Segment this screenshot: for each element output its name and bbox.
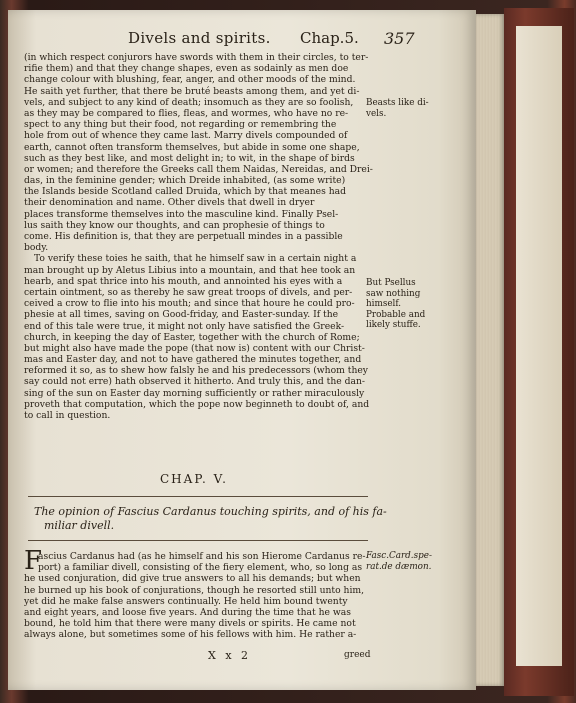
body-line: vels, and subject to any kind of death; insomuch as they are so foolish, <box>24 96 354 108</box>
body-line: ascius Cardanus had (as he himself and his son Hierome Cardanus re- <box>38 551 366 562</box>
margin-note-2-line: saw nothing <box>366 288 421 299</box>
body-line: church, in keeping the day of Easter, together with the church of Rome; <box>24 331 360 343</box>
body-line: phesie at all times, saving on Good-friday, and Easter-sunday. If the <box>24 309 339 321</box>
body-line: hole from out of whence they came last. Marry divels compounded of <box>24 130 348 142</box>
section-title-line1: The opinion of Fascius Cardanus touching spirits, and of his fa- <box>34 505 387 518</box>
page-stack-edge <box>476 14 504 686</box>
chapter-label: Chap.5. <box>300 29 359 47</box>
body-line: lus saith they know our thoughts, and can prophesie of things to <box>24 219 325 231</box>
signature-mark: X x 2 <box>208 649 252 662</box>
page-number: 357 <box>384 29 415 48</box>
body-line: das, in the feminine gender; which Dreide inhabited, (as some write) <box>24 175 346 187</box>
margin-note-2-line: likely stuffe. <box>366 320 421 331</box>
margin-note-1-line1: Beasts like di- <box>366 98 429 108</box>
body-line: (in which respect conjurors have swords with them in their circles, to ter- <box>24 52 369 63</box>
body-line: ceived a crow to flie into his mouth; and since that houre he could pro- <box>24 298 355 310</box>
chapter-heading: CHAP. V. <box>160 472 228 486</box>
body-line: he burned up his book of conjurations, though he resorted still unto him, <box>24 584 365 596</box>
margin-note-2 <box>366 278 425 331</box>
body-line: reformed it so, as to shew how falsly he and his predecessors (whom they <box>24 365 368 377</box>
running-title: Divels and spirits. <box>128 29 271 47</box>
body-line: port) a familiar divell, consisting of the fiery element, who, so long as <box>38 562 363 574</box>
body-line: he used conjuration, did give true answers to all his demands; but when <box>24 573 361 585</box>
margin-note-3-line: Fasc.Card.spe- <box>366 551 432 561</box>
body-line: He saith yet further, that there be bruté beasts among them, and yet di- <box>24 85 360 97</box>
body-line: the Islands beside Scotland called Druida, which by that meanes had <box>24 186 347 198</box>
body-line: spect to any thing but their food, not regarding or remembring the <box>24 119 337 131</box>
body-line: but might also have made the pope (that now is) content with our Christ- <box>24 342 365 354</box>
section-title-line2: miliar divell. <box>44 519 115 532</box>
body-line: places transforme themselves into the masculine kind. Finally Psel- <box>24 208 339 220</box>
margin-note-3-line: rat.de dæmon. <box>366 561 432 572</box>
body-line: man brought up by Aletus Libius into a mountain, and that hee took an <box>24 264 356 276</box>
body-line: earth, cannot often transform themselves, but abide in some one shape, <box>24 141 360 153</box>
body-line: rifie them) and that they change shapes, even as sodainly as men doe <box>24 63 349 75</box>
body-line: as they may be compared to flies, fleas, and wormes, who have no re- <box>24 107 349 119</box>
body-line: their denomination and name. Other divels that dwell in dryer <box>24 197 315 209</box>
body-line: To verify these toies he saith, that he himself saw in a certain night a <box>34 253 357 265</box>
rule-bottom <box>28 540 368 541</box>
body-line: come. His definition is, that they are perpetuall mindes in a passible <box>24 231 343 242</box>
body-line: say could not erre) hath observed it hitherto. And truly this, and the dan- <box>24 376 365 388</box>
body-line: sing of the sun on Easter day morning sufficiently or rather miraculously <box>24 387 365 399</box>
margin-note-3 <box>366 551 432 572</box>
body-line: body. <box>24 242 49 254</box>
margin-note-1 <box>366 98 429 119</box>
body-text-bottom <box>24 551 366 641</box>
section-title <box>34 505 387 533</box>
drop-cap: F <box>24 546 43 576</box>
body-line: to call in question. <box>24 410 111 421</box>
body-line: such as they best like, and most delight in; to wit, in the shape of birds <box>24 152 355 164</box>
body-line: hearb, and spat thrice into his mouth, and annointed his eyes with a <box>24 275 343 287</box>
margin-note-2-line: But Psellus <box>366 278 416 288</box>
body-line: certain ointment, so as thereby he saw great troops of divels, and per- <box>24 286 353 298</box>
body-line: change colour with blushing, fear, anger, and other moods of the mind. <box>24 74 356 86</box>
margin-note-2-line: himself. <box>366 299 402 310</box>
body-line: or women; and therefore the Greeks call them Naidas, Nereidas, and Drei- <box>24 163 373 175</box>
body-line: and eight years, and loose five years. And during the time that he was <box>24 606 351 618</box>
body-line: always alone, but sometimes some of his fellows with him. He rather a- <box>24 629 357 641</box>
rule-top <box>28 496 368 497</box>
body-line: yet did he make false answers continually. He held him bound twenty <box>24 595 348 607</box>
body-line: mas and Easter day, and not to have gathered the minutes together, and <box>24 354 362 366</box>
facing-page-edge <box>516 26 562 666</box>
margin-note-2-line: Probable and <box>366 309 426 320</box>
body-line: end of this tale were true, it might not only have satisfied the Greek- <box>24 320 345 332</box>
catchword: greed <box>344 650 371 660</box>
body-line: proveth that computation, which the pope now beginneth to doubt of, and <box>24 398 370 410</box>
margin-note-1-line2: vels. <box>366 108 387 119</box>
body-line: bound, he told him that there were many divels or spirits. He came not <box>24 618 356 630</box>
body-text-top <box>24 52 373 421</box>
